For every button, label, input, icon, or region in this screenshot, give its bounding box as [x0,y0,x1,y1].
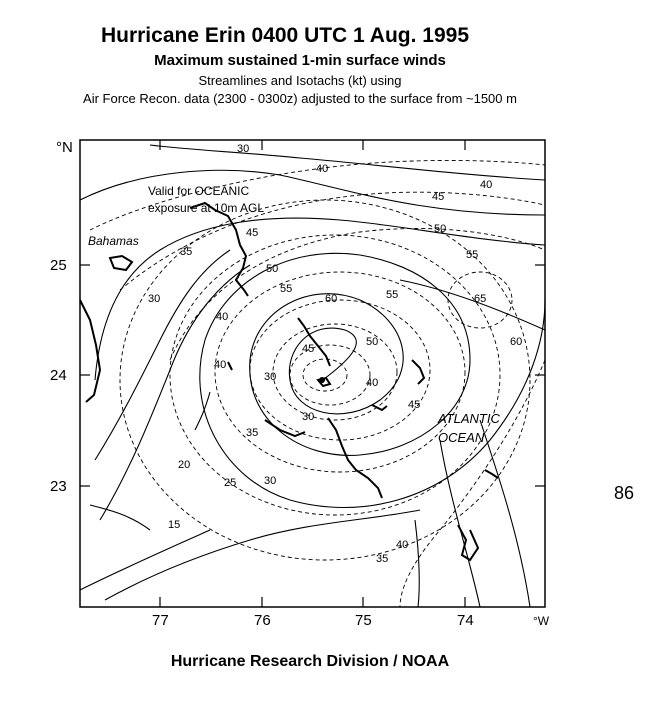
map-subtitle: Maximum sustained 1-min surface winds [154,52,446,69]
isotach-label: 40 [316,163,329,175]
conception-island [412,360,424,384]
isotach-label: 25 [224,477,237,489]
isotach-label: 40 [396,539,409,551]
streamline-spiral-mid [200,253,470,500]
lat-tick-25: 25 [50,257,67,274]
lon-tick-74: 74 [457,612,474,629]
isotach-label: 55 [386,289,399,301]
isotach-label: 20 [178,459,191,471]
isotach-label: 30 [148,293,161,305]
isotach-label: 45 [246,227,259,239]
label-atlantic: ATLANTIC [438,411,500,426]
isotachs [90,160,545,607]
isotach-label: 40 [216,311,229,323]
long-island [328,418,382,498]
isotach-label: 30 [302,411,315,423]
andros-north [110,256,132,270]
footer-credit: Hurricane Research Division / NOAA [170,653,450,670]
mayaguana-island [485,470,498,478]
isotach-ring-3 [273,324,397,420]
label-ocean: OCEAN [438,430,485,445]
label-bahamas: Bahamas [88,234,139,248]
lon-unit-label: °W [533,614,550,628]
isotach-label: 35 [246,427,259,439]
isotach-label: 60 [325,293,338,305]
isotach-label: 50 [366,336,379,348]
isotach-label: 60 [510,336,523,348]
lon-tick-76: 76 [254,612,271,629]
isotach-label: 35 [180,246,193,258]
lat-tick-24: 24 [50,367,67,384]
isotach-label: 45 [432,191,445,203]
isotach-label: 45 [302,343,315,355]
isotach-label: 30 [264,475,277,487]
lon-tick-75: 75 [355,612,372,629]
isotach-ring-4 [250,300,430,440]
isotach-label: 30 [264,371,277,383]
streamline-south-4 [440,440,480,607]
lon-tick-77: 77 [152,612,169,629]
description-line-2: Air Force Recon. data (2300 - 0300z) adjusted to the surface from ~1500 m [83,91,517,106]
isotach-label: 15 [168,519,181,531]
isotach-label: 50 [266,263,279,275]
isotach-label: 65 [474,293,487,305]
isotach-label: 35 [376,553,389,565]
map-title: Hurricane Erin 0400 UTC 1 Aug. 1995 [100,24,470,47]
validity-note-line-1: Valid for OCEANIC [148,184,250,198]
streamline-west-1 [95,250,230,460]
isotach-ring-6 [170,235,500,515]
isotach-label: 40 [366,377,379,389]
streamline-sw [90,505,150,530]
validity-note-line-2: exposure at 10m AGL [148,201,265,215]
streamline-short-1 [195,392,210,430]
isotach-label: 55 [466,249,479,261]
streamline-south-5 [480,420,530,607]
storm-center-icon [319,377,325,383]
isotach-label: 40 [214,359,227,371]
page-number: 86 [614,483,635,503]
lat-tick-23: 23 [50,478,67,495]
streamline-north-2 [150,145,545,180]
coastlines [80,203,498,560]
small-cay [228,362,232,370]
andros-island [80,300,100,402]
isotach-label: 45 [408,399,421,411]
description-line-1: Streamlines and Isotachs (kt) using [198,73,402,88]
lat-unit-label: °N [56,139,73,156]
isotach-north-3 [170,228,545,360]
isotach-label: 50 [434,223,447,235]
isotach-label: 40 [480,179,493,191]
streamline-ne [400,280,545,330]
isotach-label: 30 [237,143,250,155]
cat-island [298,318,330,366]
isotach-label: 55 [280,283,293,295]
